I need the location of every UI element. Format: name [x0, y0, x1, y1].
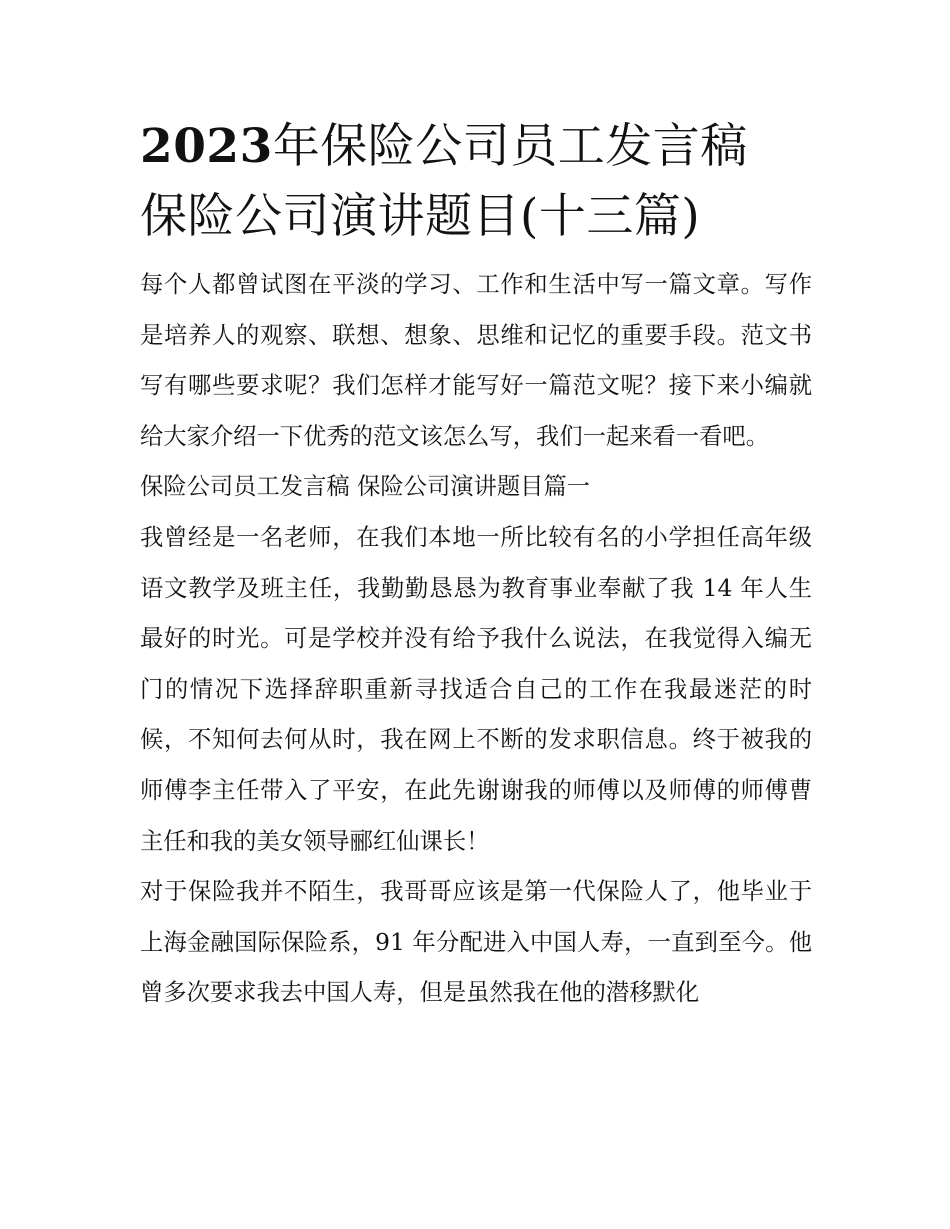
title-line-1: [140, 112, 812, 182]
section-heading: 保险公司员工发言稿 保险公司演讲题目篇一: [140, 473, 591, 501]
title-year: 2023: [140, 119, 273, 174]
document-body: [140, 260, 812, 1019]
intro-paragraph: 每个人都曾试图在平淡的学习、工作和生活中写一篇文章。写作是培养人的观察、联想、想象、思维和记忆的重要手段。范文书写有哪些要求呢？我们怎样才能写好一篇范文呢？接下来小编就给大家介绍一下优秀的范文该怎么写，我们一起来看一看吧。: [140, 271, 812, 450]
body-paragraph: 对于保险我并不陌生，我哥哥应该是第一代保险人了，他毕业于上海金融国际保险系，91 年分配进入中国人寿，一直到至今。他曾多次要求我去中国人寿，但是虽然我在他的潜移默化: [140, 878, 812, 1007]
title-line-2: 保险公司演讲题目(十三篇): [140, 189, 701, 244]
body-paragraph: 我曾经是一名老师，在我们本地一所比较有名的小学担任高年级语文教学及班主任，我勤勤恳恳为教育事业奉献了我 14 年人生最好的时光。可是学校并没有给予我什么说法，在我觉得入编无门的情况下选择辞职重新寻找适合自己的工作在我最迷茫的时候，不知何去何从时，我在网上不断的发求职信息。终于被我的师傅李主任带入了平安，在此先谢谢我的师傅以及师傅的师傅曹主任和我的美女领导郦红仙课长！: [140, 523, 812, 855]
title-line-1-text: 年保险公司员工发言稿: [272, 119, 748, 174]
document-title: [140, 112, 812, 252]
document-page: [140, 112, 812, 1019]
